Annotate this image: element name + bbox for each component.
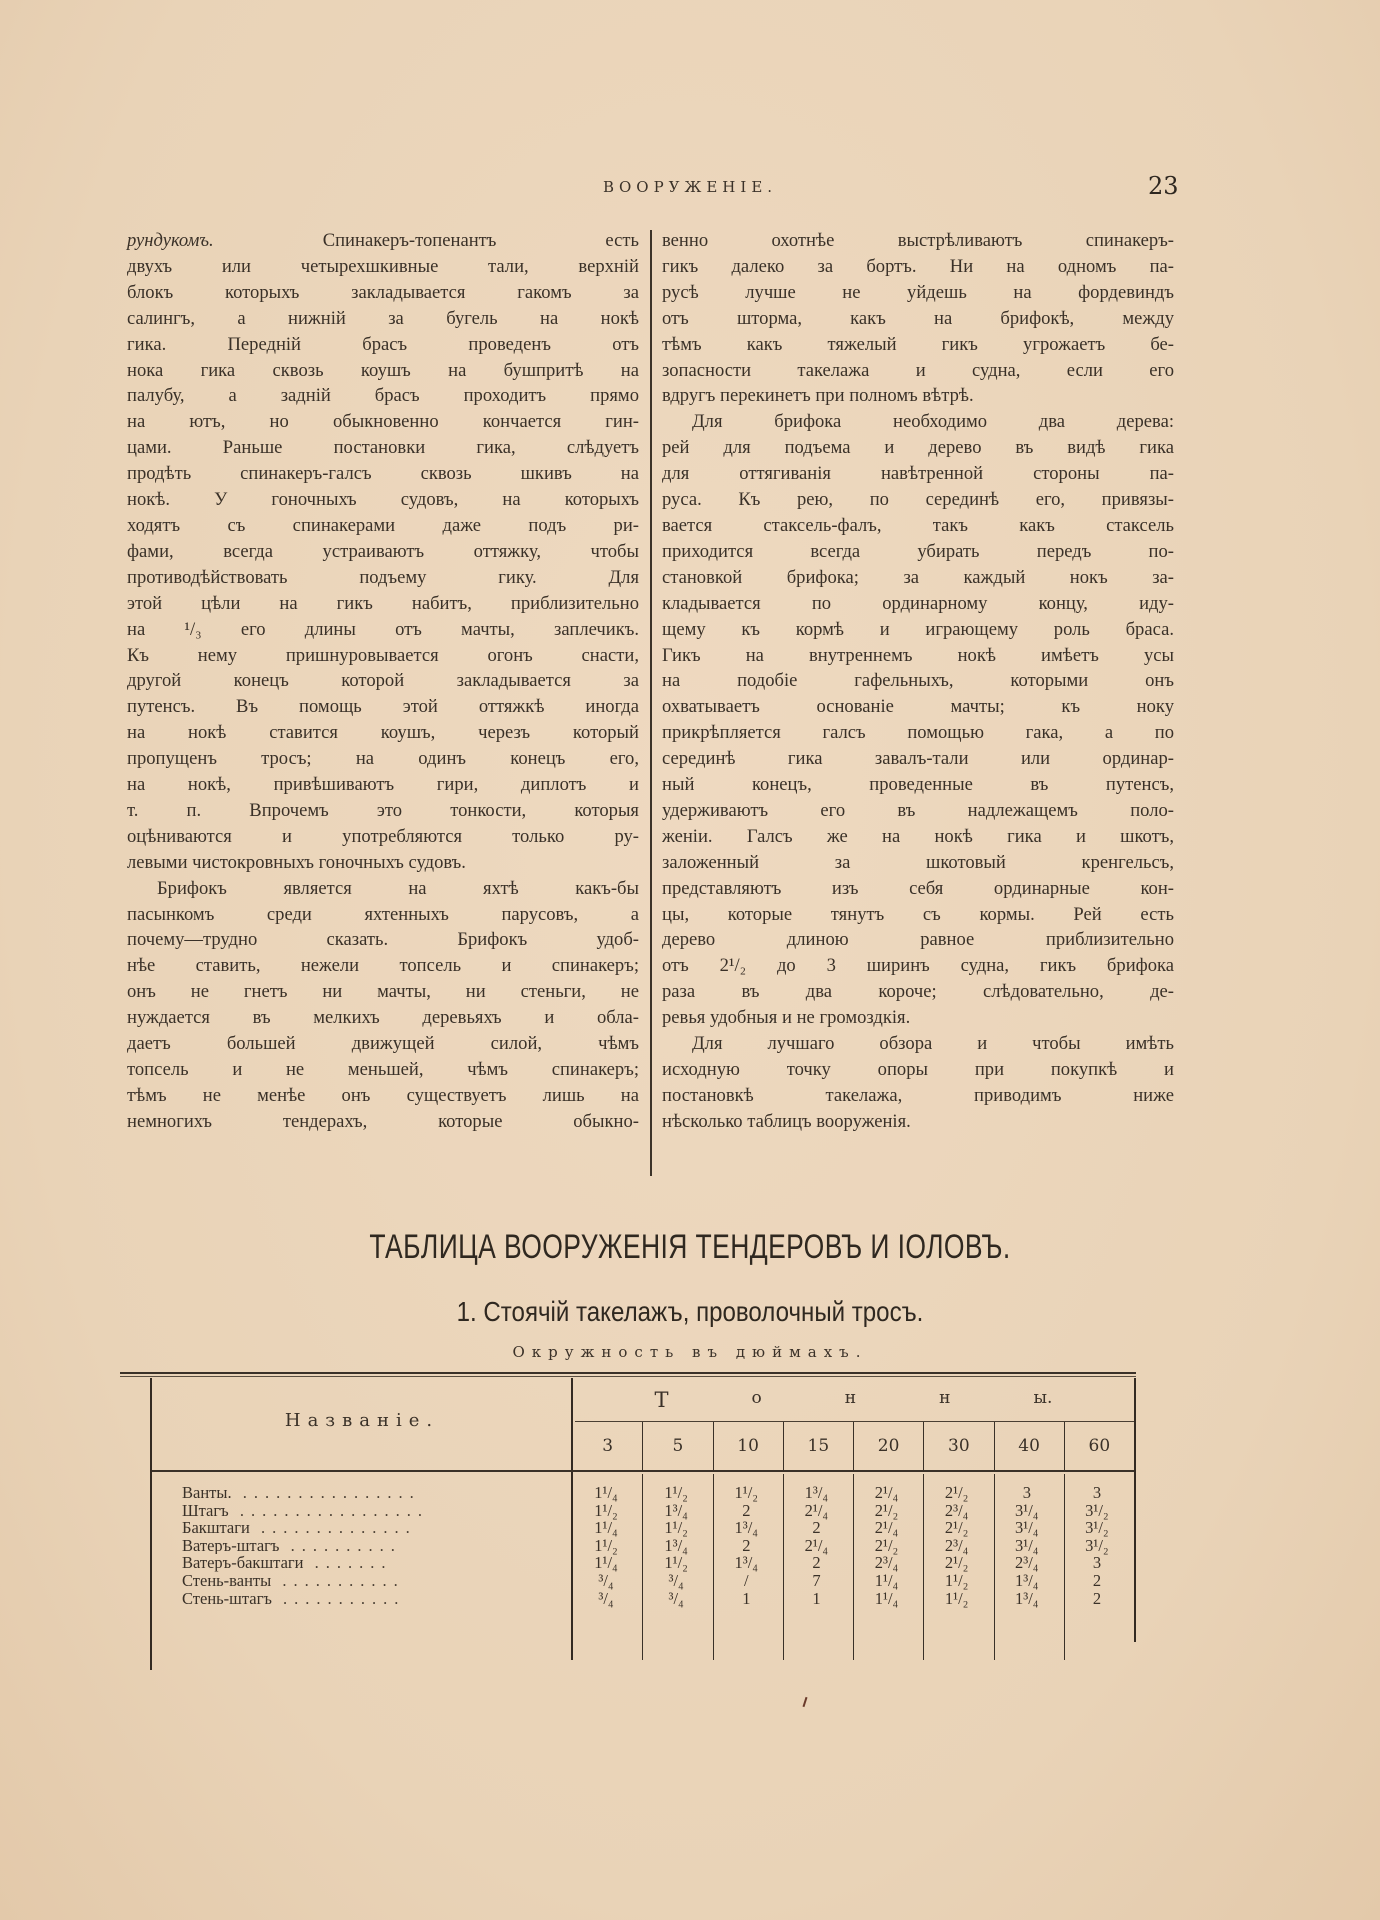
text-line [662,254,1174,280]
tons-header-letter: Т [654,1388,669,1412]
table-cell: 1 [812,1588,821,1608]
line-text: ный конецъ, проведенные въ путенсъ, [662,774,1174,796]
line-text: салингъ, а нижній за бугель на нокѣ [127,307,639,329]
tons-column-header: 60 [1088,1436,1111,1456]
row-name-text: Ванты. [182,1484,232,1502]
text-line [127,927,639,953]
line-text: гикъ далеко за бортъ. Ни на одномъ па- [662,255,1174,277]
line-text: продѣть спинакеръ-галсъ сквозь шкивъ на [127,463,639,485]
text-line [662,539,1174,565]
line-text: удерживаютъ его въ надлежащемъ поло- [662,799,1174,821]
text-line [662,1109,1174,1135]
text-line [662,850,1174,876]
table-row [152,1554,1134,1572]
text-line [127,306,639,332]
tons-column-header: 5 [643,1422,713,1470]
table-cell: 3¹/₄ [1015,1535,1039,1555]
text-line [662,1005,1174,1031]
table-cell: 1¹/₄ [874,1570,899,1590]
table-cell: 2¹/₂ [944,1553,969,1573]
table-cell: 3 [1092,1553,1102,1573]
text-line [127,1083,639,1109]
text-line [127,513,639,539]
row-values [571,1572,1132,1590]
text-line [662,487,1174,513]
line-text: вается стаксель-фалъ, такъ какъ стаксель [662,514,1174,536]
table-cell: 1 [742,1588,751,1608]
row-values [571,1537,1132,1555]
text-line [662,902,1174,928]
row-name-text: Штагъ [182,1501,229,1520]
line-text: представляютъ изъ себя ординарные кон- [662,877,1174,899]
line-text: раза въ два короче; слѣдовательно, де- [662,981,1174,1003]
table-title: ТАБЛИЦА ВООРУЖЕНІЯ ТЕНДЕРОВЪ И ІОЛОВЪ. [369,1228,1011,1266]
table-cell: 1¹/₂ [664,1553,688,1573]
text-line [127,1057,639,1083]
line-text: прикрѣпляется галсъ помощью гака, а по [662,722,1174,744]
text-line [127,1005,639,1031]
line-text: путенсъ. Въ помощь этой оттяжкѣ иногда [127,696,639,718]
table-cell: 2 [1092,1588,1102,1608]
text-line [127,487,639,513]
line-text: гика. Передній брасъ проведенъ отъ [127,333,639,355]
text-line [127,979,639,1005]
row-name-text: Бакштаги [182,1519,250,1537]
table-cell: 2³/₄ [1015,1553,1039,1573]
leader-dots: ........... [271,1589,406,1608]
table-cell: 1¹/₂ [944,1570,969,1590]
line-text: отъ шторма, какъ на брифокѣ, между [662,307,1174,329]
table-cell: 1³/₄ [1015,1588,1039,1608]
line-text: даетъ большей движущей силой, чѣмъ [127,1033,639,1055]
leader-dots: .............. [249,1519,417,1537]
row-name-text: Стень-штагъ [182,1589,272,1608]
text-line [662,461,1174,487]
text-line [662,720,1174,746]
text-line [127,409,639,435]
table-cell: 2¹/₄ [804,1500,829,1520]
text-line [662,772,1174,798]
line-text: пропущенъ тросъ; на одинъ конецъ его, [127,748,639,770]
table-cell: 2 [812,1553,821,1573]
line-text: кладывается по ординарному концу, иду- [662,592,1174,614]
line-text: Брифокъ является на яхтѣ какъ-бы [157,877,639,899]
text-line [662,694,1174,720]
line-text: нѣе ставить, нежели топсель и спинакеръ; [127,955,639,977]
line-text: т. п. Впрочемъ это тонкости, которыя [127,799,639,821]
text-line [662,513,1174,539]
line-text: становкой брифока; за каждый нокъ за- [662,566,1174,588]
line-text: Спинакеръ-топенантъ есть [213,230,639,251]
leader-dots: .......... [279,1536,402,1555]
text-line [662,876,1174,902]
text-line [127,1031,639,1057]
table-cell: 2¹/₂ [874,1500,899,1520]
text-line [127,539,639,565]
table-row [152,1590,1134,1608]
right-column [662,228,1174,1135]
line-text: нуждается въ мелкихъ деревьяхъ и обла- [127,1007,639,1029]
line-text: нѣсколько таблицъ вооруженія. [662,1110,911,1132]
table-cell: 2 [742,1500,751,1520]
table-cell: ³/₄ [668,1570,684,1590]
table-cell: 2¹/₄ [874,1483,899,1502]
tons-column-header: 10 [714,1422,784,1470]
row-name-text: Ватеръ-бакштаги [182,1554,304,1572]
line-text: отъ 2¹/₂ до 3 ширинъ судна, гикъ брифока [662,955,1174,977]
text-line [127,643,639,669]
table-cell: 2³/₄ [944,1500,969,1520]
table-cell: ³/₄ [668,1588,684,1608]
row-name [152,1572,571,1590]
table-cell: 1³/₄ [734,1518,759,1538]
table-row [152,1572,1134,1590]
line-text: зопасности такелажа и судна, если его [662,359,1174,381]
row-name [152,1537,571,1555]
tons-column-header: 20 [854,1422,924,1470]
text-line [662,358,1174,384]
line-text: левыми чистокровныхъ гоночныхъ судовъ. [127,851,466,873]
table-cell: 1¹/₂ [944,1588,969,1608]
line-text: фами, всегда устраиваютъ оттяжку, чтобы [127,540,639,562]
table-cell: 2 [1092,1570,1102,1590]
leader-dots: ................. [228,1501,429,1520]
line-text: заложенный за шкотовый кренгельсъ, [662,851,1174,873]
row-values [571,1554,1132,1572]
table-cell: 3¹/₄ [1015,1518,1039,1538]
table-body [152,1484,1134,1607]
line-text: на подобіе гафельныхъ, которыми онъ [662,670,1174,692]
line-text: на ютъ, но обыкновенно кончается гин- [127,411,639,433]
table-cell: / [744,1570,749,1590]
text-line [127,850,639,876]
text-line [662,798,1174,824]
text-line [127,617,639,643]
text-line [662,1083,1174,1109]
row-name [152,1590,571,1608]
row-name [152,1502,571,1520]
tons-group-header [573,1388,1134,1418]
table-cell: 1¹/₂ [664,1483,688,1502]
text-line [127,746,639,772]
text-line [662,280,1174,306]
row-name-text: Ватеръ-штагъ [182,1536,280,1555]
text-line [662,228,1174,254]
page-number: 23 [1148,172,1179,200]
line-text: вдругъ перекинетъ при полномъ вѣтрѣ. [662,385,974,407]
table-top-rule [120,1372,1136,1374]
line-text: ревья удобныя и не громоздкія. [662,1007,911,1029]
text-line [127,824,639,850]
tons-column-header: 15 [784,1422,854,1470]
text-line [127,383,639,409]
text-line [127,591,639,617]
table-cell: 2¹/₂ [874,1535,899,1555]
line-text: рей для подъема и дерево въ видѣ гика [662,437,1174,459]
table-cell: 2¹/₄ [874,1518,899,1538]
tons-header-letter: о [751,1388,762,1408]
text-line [127,565,639,591]
text-line [127,358,639,384]
line-text: этой цѣли на гикъ набитъ, приблизительно [127,592,639,614]
table-cell: 1³/₄ [804,1483,829,1502]
line-text: Гикъ на внутреннемъ нокѣ имѣетъ усы [662,644,1174,666]
table-cell: 1¹/₂ [734,1483,759,1502]
row-values [571,1590,1132,1608]
line-text: на нокѣ, привѣшиваютъ гири, диплотъ и [127,774,639,796]
table-cell: 1¹/₂ [594,1500,618,1520]
line-text: пасынкомъ среди яхтенныхъ парусовъ, а [127,903,639,925]
text-line [662,746,1174,772]
table-row [152,1502,1134,1520]
table-cell: 7 [812,1570,821,1590]
line-text: ходятъ съ спинакерами даже подъ ри- [127,514,639,536]
ink-mark [803,1697,808,1707]
table-cell: 2¹/₄ [804,1535,829,1555]
text-line [662,1031,1174,1057]
line-text: постановкѣ такелажа, приводимъ ниже [662,1084,1174,1106]
table-top-rule-thin [120,1376,1136,1377]
text-line [662,409,1174,435]
text-line [127,876,639,902]
line-text: руса. Къ рею, по серединѣ его, привязы- [662,489,1174,511]
line-text: Для брифока необходимо два дерева: [692,411,1174,433]
line-text: топсель и не меньшей, чѣмъ спинакеръ; [127,1059,639,1080]
table-cell: 2¹/₂ [944,1483,969,1502]
table-cell: 1¹/₄ [594,1518,618,1538]
tons-column-header: 40 [995,1422,1065,1470]
line-text: двухъ или четырехшкивные тали, верхній [127,255,639,277]
table-cell: 1¹/₂ [664,1518,688,1538]
tons-column-header: 30 [924,1422,994,1470]
text-line [127,228,639,254]
text-line [127,280,639,306]
text-line [127,720,639,746]
line-text: на ¹/₃ его длины отъ мачты, заплечикъ. [127,618,639,640]
table-cell: 1¹/₂ [594,1535,618,1555]
left-column [127,228,639,1135]
table-cell: 3 [1092,1483,1102,1502]
text-line [127,902,639,928]
text-line [127,798,639,824]
row-name [152,1519,571,1537]
table-cell: 1³/₄ [664,1535,688,1555]
line-text: Къ нему пришнуровывается огонъ снасти, [127,644,639,666]
table-cell: 1³/₄ [664,1500,688,1520]
line-text: палубу, а задній брасъ проходитъ прямо [127,385,639,407]
table-cell: 2 [742,1535,751,1555]
line-text: серединѣ гика завалъ-тали или ординар- [662,748,1174,770]
text-line [662,383,1174,409]
text-line [127,332,639,358]
two-column-body [127,228,1177,1180]
line-text: почему—трудно сказать. Брифокъ удоб- [127,929,639,951]
table-row [152,1537,1134,1555]
italic-lead: рундукомъ. [127,230,214,251]
leader-dots: ................ [231,1484,421,1502]
column-divider [650,230,652,1176]
text-line [127,772,639,798]
line-text: оцѣниваются и употребляются только ру- [127,825,639,847]
text-line [662,953,1174,979]
row-values [571,1502,1132,1520]
row-name [152,1554,571,1572]
table-cell: 1¹/₄ [594,1553,618,1573]
text-line [662,306,1174,332]
text-line [662,927,1174,953]
line-text: нокѣ. У гоночныхъ судовъ, на которыхъ [127,489,639,511]
line-text: для оттягиванія навѣтренной стороны па- [662,463,1174,485]
running-head: ВООРУЖЕНІЕ. [602,178,778,196]
text-line [127,694,639,720]
row-name-text: Стень-ванты [182,1571,272,1590]
table-right-border [1134,1378,1136,1642]
tons-header-letter: н [844,1388,857,1408]
table-row [152,1519,1134,1537]
line-text: женіи. Галсъ же на нокѣ гика и шкотъ, [662,825,1174,847]
table-row [152,1484,1134,1502]
line-text: исходную точку опоры при покупкѣ и [662,1059,1174,1080]
text-line [662,643,1174,669]
text-line [662,565,1174,591]
table-cell: ³/₄ [598,1570,614,1590]
table-cell: ³/₄ [598,1588,614,1608]
line-text: немногихъ тендерахъ, которые обыкно- [127,1110,639,1132]
table-cell: 2³/₄ [944,1535,969,1555]
text-line [127,953,639,979]
line-text: щему къ кормѣ и играющему роль браса. [662,618,1174,640]
table-cell: 3 [1022,1483,1031,1502]
line-text: русѣ лучше не уйдешь на фордевиндъ [662,281,1174,303]
text-line [127,254,639,280]
row-values [571,1519,1132,1537]
tons-header-letter: н [939,1388,951,1408]
table-cell: 2 [812,1518,821,1538]
table-caption: Окружность въ дюймахъ. [512,1343,868,1361]
tons-column-header: 3 [573,1422,643,1470]
line-text: блокъ которыхъ закладывается гакомъ за [127,281,639,303]
text-line [127,668,639,694]
line-text: венно охотнѣе выстрѣливаютъ спинакеръ- [662,230,1174,251]
table-cell: 3¹/₂ [1085,1518,1109,1538]
line-text: цы, которые тянутъ съ кормы. Рей есть [662,903,1174,925]
name-column-header: Названіе. [284,1410,440,1431]
line-text: дерево длиною равное приблизительно [662,929,1174,951]
table-cell: 3¹/₂ [1085,1500,1109,1520]
text-line [662,824,1174,850]
line-text: другой конецъ которой закладывается за [127,670,639,692]
line-text: цами. Раньше постановки гика, слѣдуетъ [127,437,639,459]
text-line [662,617,1174,643]
table-cell: 3¹/₂ [1085,1535,1109,1555]
line-text: приходится всегда убирать передъ по- [662,540,1174,562]
rigging-table [118,1372,1138,1680]
table-cell: 2¹/₂ [944,1518,969,1538]
table-cell: 1¹/₄ [594,1483,618,1502]
text-line [127,435,639,461]
line-text: онъ не гнетъ ни мачты, ни стеньги, не [127,981,639,1003]
text-line [127,461,639,487]
row-name [152,1484,571,1502]
line-text: Для лучшаго обзора и чтобы имѣть [692,1033,1174,1055]
row-values [571,1484,1132,1502]
table-cell: 1¹/₄ [874,1588,899,1608]
line-text: охватываетъ основаніе мачты; къ ноку [662,696,1174,718]
line-text: тѣмъ не менѣе онъ существуетъ лишь на [127,1084,639,1106]
text-line [127,1109,639,1135]
line-text: нока гика сквозь коушъ на бушпритѣ на [127,359,639,381]
table-cell: 1³/₄ [1015,1570,1039,1590]
text-line [662,979,1174,1005]
table-subtitle: 1. Стоячій такелажъ, проволочный тросъ. [456,1296,924,1327]
text-line [662,668,1174,694]
text-line [662,1057,1174,1083]
tons-header-letter: ы. [1033,1388,1053,1408]
line-text: тѣмъ какъ тяжелый гикъ угрожаетъ бе- [662,333,1174,355]
line-text: на нокѣ ставится коушъ, черезъ который [127,722,639,744]
table-cell: 1³/₄ [734,1553,759,1573]
line-text: противодѣйствовать подъему гику. Для [127,566,639,588]
table-cell: 2³/₄ [874,1553,899,1573]
text-line [662,591,1174,617]
table-header-rule [152,1470,1134,1472]
text-line [662,435,1174,461]
table-cell: 3¹/₄ [1015,1500,1039,1520]
leader-dots: ........... [271,1571,405,1590]
text-line [662,332,1174,358]
leader-dots: ....... [303,1554,393,1572]
tons-column-headers [573,1422,1134,1470]
